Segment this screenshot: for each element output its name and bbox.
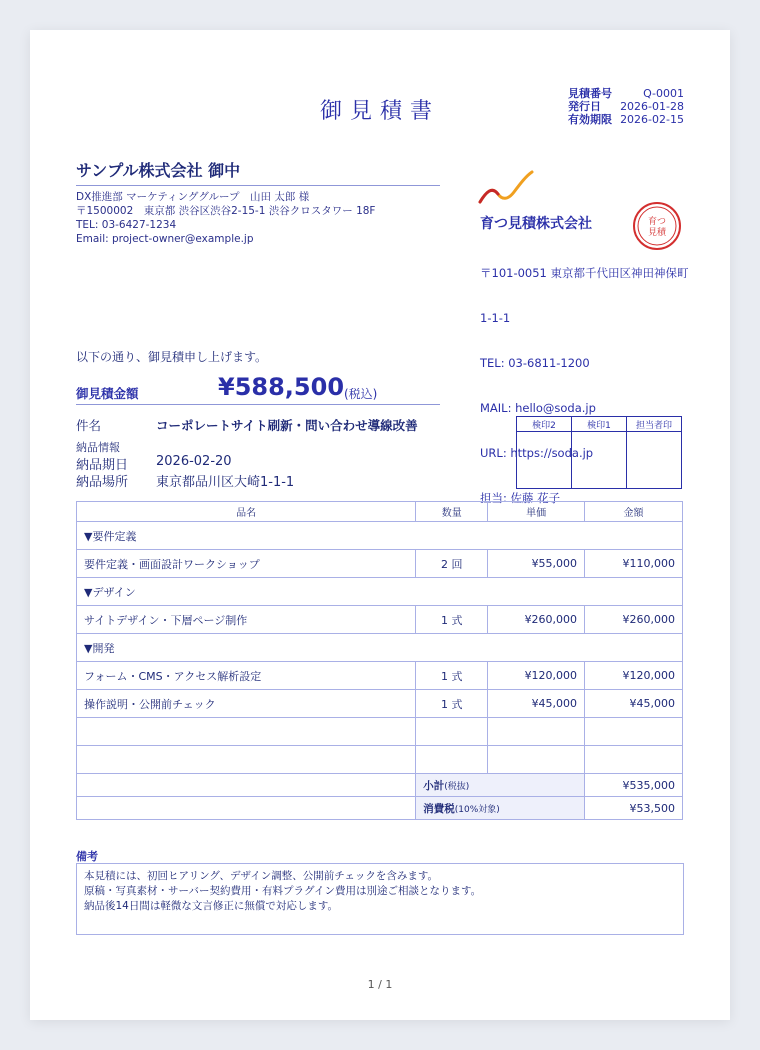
delivery-heading: 納品情報 — [76, 441, 120, 454]
delivery-date-label: 納品期日 — [76, 458, 129, 473]
subtotal-label — [416, 774, 585, 797]
item-name: サイトデザイン・下層ページ制作 — [77, 606, 416, 634]
stamp-header: 担当者印 — [627, 417, 682, 432]
meta-value: Q-0001 — [643, 87, 684, 100]
items-table — [76, 501, 683, 820]
company-seal — [632, 201, 682, 251]
column-header: 単価 — [488, 502, 585, 522]
note-line: 原稿・写真素材・サーバー契約費用・有料プラグイン費用は別途ご相談となります。 — [84, 885, 482, 897]
company-info — [480, 236, 689, 536]
company-line: MAIL: hello@soda.jp — [480, 401, 596, 415]
subject-label: 件名 — [76, 418, 102, 433]
section-label: ▼開発 — [77, 634, 683, 662]
stamp-box — [627, 432, 682, 489]
item-amount: ¥260,000 — [585, 606, 683, 634]
item-amount: ¥110,000 — [585, 550, 683, 578]
item-name: フォーム・CMS・アクセス解析設定 — [77, 662, 416, 690]
client-line: Email: project-owner@example.jp — [76, 233, 254, 245]
total-tax-note: (税込) — [344, 387, 378, 401]
company-name: 育つ見積株式会社 — [480, 216, 592, 232]
company-line: 〒101-0051 東京都千代田区神田神保町 — [480, 266, 689, 280]
tax-note: (10%対象) — [454, 804, 500, 815]
meta-label: 見積番号 — [568, 87, 612, 100]
stamp-box — [517, 432, 572, 489]
company-line: 担当: 佐藤 花子 — [480, 491, 561, 505]
subtotal-label-text: 小計 — [423, 779, 445, 792]
document-title: 御見積書 — [320, 99, 441, 124]
subtotal-note: (税抜) — [444, 781, 470, 792]
seal-text: 育つ — [647, 217, 667, 227]
item-qty: 1 式 — [416, 690, 488, 718]
table-row — [77, 550, 683, 578]
stamp-box — [572, 432, 627, 489]
meta-value: 2026-02-15 — [620, 113, 684, 126]
subtotal-value: ¥535,000 — [585, 774, 683, 797]
notes-heading: 備考 — [76, 850, 98, 863]
table-row — [77, 690, 683, 718]
meta-row — [568, 87, 684, 100]
column-header: 品名 — [77, 502, 416, 522]
approval-stamps — [516, 416, 682, 489]
item-name: 要件定義・画面設計ワークショップ — [77, 550, 416, 578]
company-logo — [478, 170, 534, 206]
column-header: 数量 — [416, 502, 488, 522]
divider — [76, 404, 440, 405]
client-line: DX推進部 マーケティンググループ 山田 太郎 様 — [76, 191, 310, 203]
item-amount: ¥120,000 — [585, 662, 683, 690]
total-label: 御見積金額 — [76, 386, 139, 401]
table-row — [77, 662, 683, 690]
company-line: TEL: 03-6811-1200 — [480, 356, 590, 370]
item-unit-price: ¥55,000 — [488, 550, 585, 578]
section-row — [77, 522, 683, 550]
client-line: TEL: 03-6427-1234 — [76, 219, 177, 231]
item-amount: ¥45,000 — [585, 690, 683, 718]
client-info — [76, 190, 375, 246]
item-unit-price: ¥45,000 — [488, 690, 585, 718]
column-header: 金額 — [585, 502, 683, 522]
client-name: サンプル株式会社 御中 — [76, 161, 241, 180]
meta-row — [568, 100, 684, 113]
item-qty: 1 式 — [416, 662, 488, 690]
page-number: 1 / 1 — [367, 978, 393, 991]
subtotal-row — [77, 774, 683, 797]
section-label: ▼要件定義 — [77, 522, 683, 550]
item-qty: 1 式 — [416, 606, 488, 634]
delivery-date-value: 2026-02-20 — [156, 454, 232, 469]
company-line: 1-1-1 — [480, 311, 511, 325]
notes-box — [76, 863, 684, 935]
delivery-place-value: 東京都品川区大崎1-1-1 — [156, 475, 295, 490]
blank-row — [77, 718, 683, 746]
intro-text: 以下の通り、御見積申し上げます。 — [76, 350, 268, 364]
divider — [76, 185, 440, 186]
table-header-row — [77, 502, 683, 522]
meta-label: 有効期限 — [568, 113, 612, 126]
tax-row — [77, 797, 683, 820]
client-line: 〒1500002 東京都 渋谷区渋谷2-15-1 渋谷クロスタワー 18F — [76, 205, 376, 217]
tax-label — [416, 797, 585, 820]
note-line: 本見積には、初回ヒアリング、デザイン調整、公開前チェックを含みます。 — [84, 870, 439, 882]
note-line: 納品後14日間は軽微な文言修正に無償で対応します。 — [84, 900, 339, 912]
meta-label: 発行日 — [568, 100, 601, 113]
section-row — [77, 578, 683, 606]
item-qty: 2 回 — [416, 550, 488, 578]
stamp-header: 検印2 — [517, 417, 572, 432]
item-unit-price: ¥120,000 — [488, 662, 585, 690]
stamp-header: 検印1 — [572, 417, 627, 432]
section-label: ▼デザイン — [77, 578, 683, 606]
quote-meta — [568, 87, 684, 126]
item-unit-price: ¥260,000 — [488, 606, 585, 634]
seal-text: 見積 — [647, 228, 667, 238]
meta-value: 2026-01-28 — [620, 100, 684, 113]
subject-value: コーポレートサイト刷新・問い合わせ導線改善 — [156, 418, 418, 433]
quote-page — [30, 30, 730, 1020]
company-line: URL: https://soda.jp — [480, 446, 594, 460]
item-name: 操作説明・公開前チェック — [77, 690, 416, 718]
blank-row — [77, 746, 683, 774]
tax-label-text: 消費税 — [423, 802, 455, 815]
section-row — [77, 634, 683, 662]
meta-row — [568, 113, 684, 126]
tax-value: ¥53,500 — [585, 797, 683, 820]
table-row — [77, 606, 683, 634]
total-amount: ¥588,500 — [218, 373, 345, 401]
delivery-place-label: 納品場所 — [76, 475, 129, 490]
